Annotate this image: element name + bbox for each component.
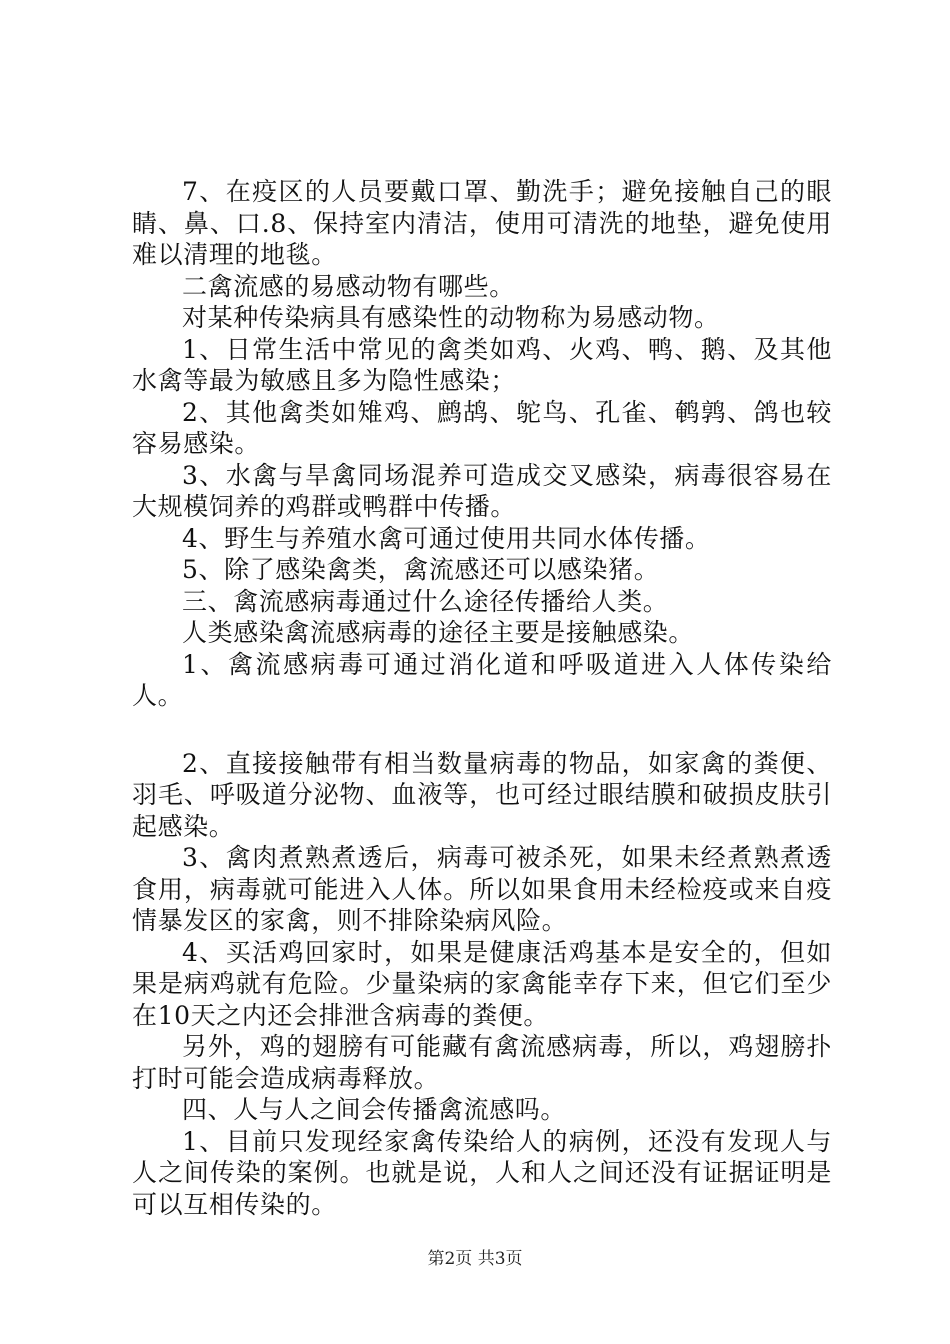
list-item: 2、直接接触带有相当数量病毒的物品，如家禽的粪便、羽毛、呼吸道分泌物、血液等，也可经过眼结膜和破损皮肤引起感染。 [132,748,832,841]
section-heading: 四、人与人之间会传播禽流感吗。 [182,1095,567,1124]
paragraph: 另外，鸡的翅膀有可能藏有禽流感病毒，所以，鸡翅膀扑打时可能会造成病毒释放。 [132,1032,832,1093]
list-item: 1、禽流感病毒可通过消化道和呼吸道进入人体传染给人。 [132,649,832,710]
paragraph-gap [132,712,832,748]
section-heading: 二禽流感的易感动物有哪些。 [182,271,515,301]
list-item: 3、水禽与旱禽同场混养可造成交叉感染，病毒很容易在大规模饲养的鸡群或鸭群中传播。 [132,460,832,521]
list-item: 1、目前只发现经家禽传染给人的病例，还没有发现人与人之间传染的案例。也就是说，人和人之间还没有证据证明是可以互相传染的。 [132,1126,832,1219]
page-footer: 第2页 共3页 [427,1249,523,1269]
list-item: 4、买活鸡回家时，如果是健康活鸡基本是安全的，但如果是病鸡就有危险。少量染病的家禽能幸存下来，但它们至少在10天之内还会排泄含病毒的粪便。 [132,937,832,1030]
list-item: 5、除了感染禽类，禽流感还可以感染猪。 [182,555,660,584]
document-body [132,176,832,1220]
paragraph: 人类感染禽流感病毒的途径主要是接触感染。 [182,618,695,647]
paragraph: 7、在疫区的人员要戴口罩、勤洗手；避免接触自己的眼睛、鼻、口.8、保持室内清洁，使用可清洗的地垫，避免使用难以清理的地毯。 [132,177,832,269]
list-item: 3、禽肉煮熟煮透后，病毒可被杀死，如果未经煮熟煮透食用，病毒就可能进入人体。所以如果食用未经检疫或来自疫情暴发区的家禽，则不排除染病风险。 [132,843,832,935]
list-item: 2、其他禽类如雉鸡、鹧鸪、鸵鸟、孔雀、鹌鹑、鸽也较容易感染。 [132,397,832,458]
list-item: 4、野生与养殖水禽可通过使用共同水体传播。 [182,523,711,553]
list-item: 1、日常生活中常见的禽类如鸡、火鸡、鸭、鹅、及其他水禽等最为敏感且多为隐性感染； [132,334,832,395]
paragraph: 对某种传染病具有感染性的动物称为易感动物。 [182,303,720,332]
section-heading: 三、禽流感病毒通过什么途径传播给人类。 [182,586,669,616]
